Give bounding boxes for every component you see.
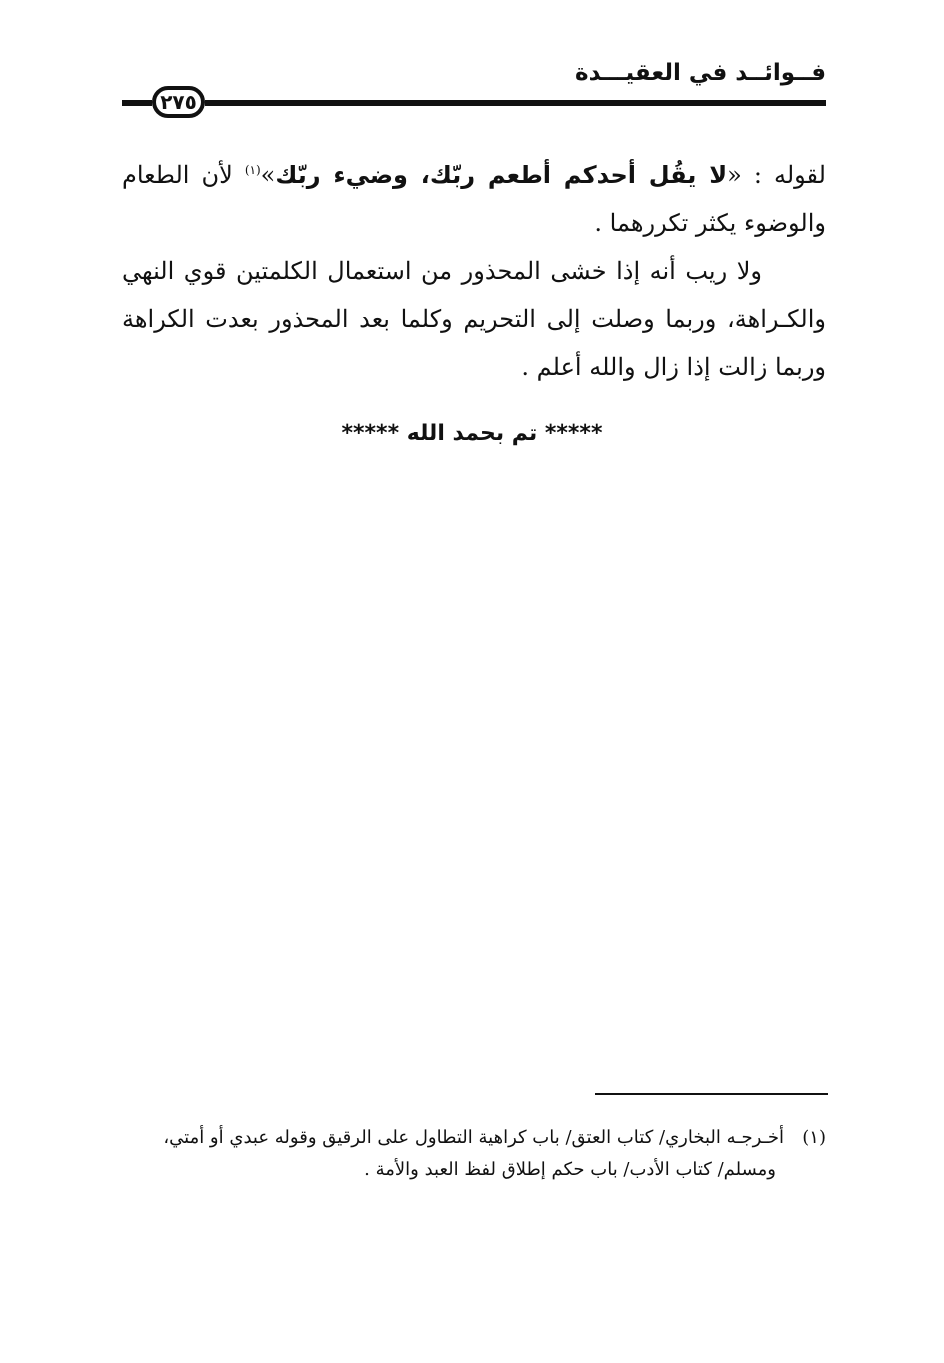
paragraph-1 [122, 146, 826, 247]
page-number: ٢٧٥ [152, 86, 205, 118]
quote-close: » [260, 161, 276, 189]
footnote-line-1 [122, 1122, 826, 1154]
footnote-marker: (١) [244, 163, 261, 177]
main-text [122, 146, 826, 391]
header-rule [205, 100, 826, 106]
footnote [122, 1122, 826, 1186]
hadith-quote: لا يقُل أحدكم أطعم ربّك، وضيء ربّك [275, 161, 728, 189]
header-rule-left [122, 100, 152, 106]
paragraph-1-rest: لأن الطعام والوضوء يكثر تكررهما . [122, 161, 826, 237]
paragraph-2: ولا ريب أنه إذا خشى المحذور من استعمال الكلمتين قوي النهي والكـراهة، وربما وصلت إلى التحريم وكلما بعد المحذور بعدت الكراهة وربما زالت إذا زال والله أعلم . [122, 257, 826, 381]
footnote-number: (١) [802, 1127, 826, 1148]
footnote-text-1: أخـرجـه البخاري/ كتاب العتق/ باب كراهية التطاول على الرقيق وقوله عبدي أو أمتي، [163, 1127, 784, 1148]
closing-line: ***** تم بحمد الله ***** [341, 421, 603, 446]
quote-intro: لقوله : « [727, 161, 826, 189]
footnote-line-2: ومسلم/ كتاب الأدب/ باب حكم إطلاق لفظ العبد والأمة . [364, 1159, 776, 1180]
header-title: فــوائــد في العقيـــدة [575, 60, 826, 86]
footnote-separator [595, 1093, 828, 1095]
